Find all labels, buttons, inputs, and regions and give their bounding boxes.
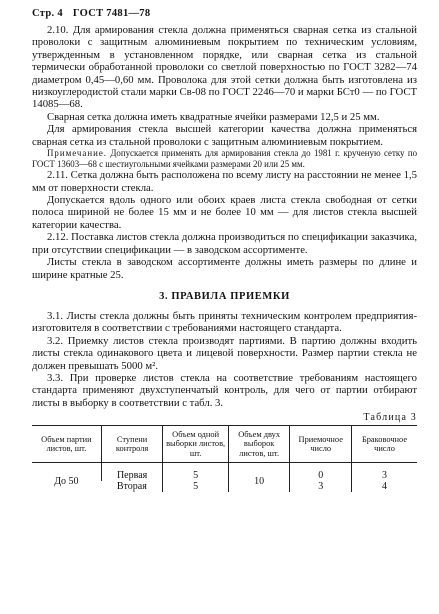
header-two-samples: Объем двух выборок листов, шт. [228,426,290,463]
paragraph-3-1: 3.1. Листы стекла должны быть приняты техническим контролем предприятия-изготовителя в соответствии с требованиями настоящего стандарта. [32,309,417,335]
paragraph-3-2: 3.2. Приемку листов стекла производят партиями. В партию должны входить листы стекла одинакового цвета и лицевой поверхности. Размер партии стекла не должен превышать 5000 м². [32,334,417,372]
cell-stage: Вторая [116,481,147,493]
cell-lot-size: До 50 [54,475,79,487]
cell-stage: Первая [101,470,163,481]
header-control-stage: Ступени контроля [101,426,163,463]
page-number: Стр. 4 [32,8,63,19]
paragraph-assortment: Листы стекла в заводском ассортименте должны иметь размеры по длине и ширине кратные 25. [32,256,417,281]
paragraph-2-10: 2.10. Для армирования стекла должна применяться сварная сетка из стальной проволоки с защитным алюминиевым покрытием по техническим условиям, утвержденным в установленном порядке, или сварная сетка из стальной термически обработанной проволоки со светлой поверхностью по ГОСТ 3282—74 диаметром 0,45—0,60 мм. Проволока для этой сетки должна быть изготовлена из низкоуглеродистой стали марки Св-08 по ГОСТ 2246—70 и марки БСт0 — по ГОСТ 14085—68. [32,24,417,111]
cell-acceptance: 0 [290,470,352,481]
paragraph-free-strip: Допускается вдоль одного или обоих краев листа стекла свободная от сетки полоса шириной не более 15 мм и не более 10 мм — для листов стекла высшей категории качества. [32,194,417,231]
page-header [32,6,417,22]
cell-one-sample: 5 [163,481,228,492]
table-header-row [32,426,417,463]
standard-code: ГОСТ 7481—78 [72,8,151,19]
paragraph-premium-mesh: Для армирования стекла высшей категории качества должна применяться сварная сетка из стальной проволоки с защитным алюминиевым покрытием. [32,123,417,148]
sampling-table [32,425,417,492]
header-lot-size: Объем партии листов, шт. [32,426,101,463]
table-caption: Таблица 3 [363,412,417,424]
paragraph-2-11: 2.11. Сетка должна быть расположена по всему листу на расстоянии не менее 1,5 мм от поверхности стекла. [32,169,417,194]
table-row [32,470,417,481]
paragraph-3-3: 3.3. При проверке листов стекла на соответствие требованиям настоящего стандарта применяют двухступенчатый контроль, для чего от партии отбирают листы в выборку в соответствии с табл. 3. [32,371,417,409]
header-one-sample: Объем одной выборки листов, шт. [163,426,228,463]
note-tag: Примечание. [47,148,107,159]
note [32,148,417,169]
note-text: Допускается применять для армирования стекла до 1981 г. крученую сетку по ГОСТ 13603—68 с шестиугольными ячейками размерами 20 или 25 мм. [32,148,418,169]
cell-two-samples: 10 [228,470,290,492]
cell-one-sample: 5 [163,470,228,481]
header-acceptance: Приемочное число [290,426,352,463]
paragraph-2-12: 2.12. Поставка листов стекла должна производиться по спецификации заказчика, при отсутствии спецификации — в заводском ассортименте. [32,231,417,256]
cell-acceptance: 3 [290,481,352,492]
cell-rejection: 3 [352,470,417,481]
section-title: 3. ПРАВИЛА ПРИЕМКИ [159,290,290,302]
paragraph-mesh-cells: Сварная сетка должна иметь квадратные ячейки размерами 12,5 и 25 мм. [47,110,380,123]
cell-rejection: 4 [352,481,417,492]
table-spacer [32,463,417,471]
header-rejection: Браковочное число [352,426,417,463]
